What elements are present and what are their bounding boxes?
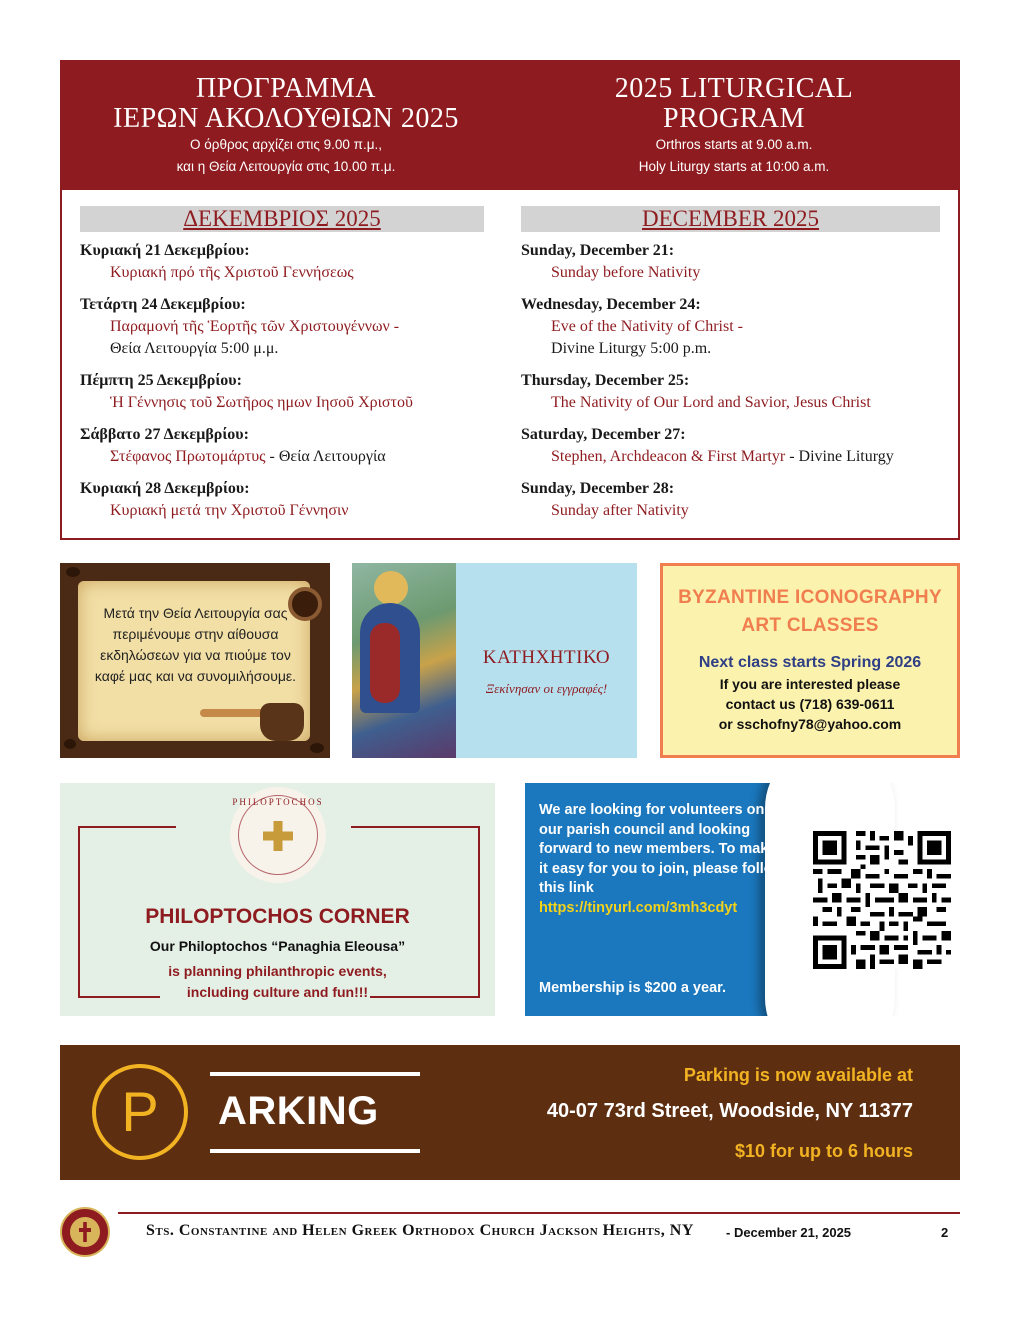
schedule-entry xyxy=(80,370,484,414)
english-title-line-1: 2025 LITURGICAL xyxy=(614,73,854,104)
parking-line-1: Parking is now available at xyxy=(683,1065,913,1085)
volunteer-message: We are looking for volunteers on our parish council and looking forward to new members. To make it easy for you to join, please follow this link xyxy=(539,802,784,896)
coffee-pot-icon xyxy=(260,703,304,741)
halo-icon xyxy=(374,571,408,605)
philoptochos-title: PHILOPTOCHOS CORNER xyxy=(145,905,410,928)
entry-date: Κυριακή 28 Δεκεμβρίου: xyxy=(80,480,250,497)
parking-icon xyxy=(92,1064,188,1160)
philoptochos-line-1: Our Philoptochos “Panaghia Eleousa” xyxy=(149,938,406,954)
program-body xyxy=(62,190,958,532)
entry-date: Τετάρτη 24 Δεκεμβρίου: xyxy=(80,296,246,313)
philoptochos-corner xyxy=(60,783,495,1016)
greek-title-line-1: ΠΡΟΓΡΑΜΜΑ xyxy=(196,73,376,104)
parking-banner xyxy=(60,1045,960,1180)
schedule-entry xyxy=(80,424,484,468)
volunteer-link[interactable]: https://tinyurl.com/3mh3cdyt xyxy=(539,899,738,916)
entry-date: Κυριακή 21 Δεκεμβρίου: xyxy=(80,242,250,259)
entry-time: Θεία Λειτουργία 5:00 μ.μ. xyxy=(110,340,279,357)
entry-event: Κυριακή μετά την Χριστοῦ Γέννησιν xyxy=(110,502,349,519)
philoptochos-line-3: including culture and fun!!! xyxy=(186,984,369,1000)
schedule-entry xyxy=(80,478,484,522)
schedule-entry xyxy=(521,240,940,284)
qr-code-icon[interactable] xyxy=(813,831,951,969)
footer-date: - December 21, 2025 xyxy=(726,1225,852,1240)
entry-time: Divine Liturgy 5:00 p.m. xyxy=(551,340,712,357)
iconography-title-line-1: BYZANTINE ICONOGRAPHY xyxy=(678,587,942,608)
iconography-contact-line-3[interactable]: or sschofny78@yahoo.com xyxy=(718,716,902,732)
page-number: 2 xyxy=(941,1225,949,1240)
coffee-bean-decoration xyxy=(66,567,80,577)
briki-handle-icon xyxy=(200,709,266,717)
schedule-entry xyxy=(521,424,940,468)
entry-date: Wednesday, December 24: xyxy=(521,296,701,313)
greek-subtitle-line-1: Ο όρθρος αρχίζει στις 9.00 π.μ., xyxy=(190,137,382,152)
iconography-contact-line-1: If you are interested please xyxy=(719,676,901,692)
top-rule xyxy=(210,1072,420,1076)
liturgical-program xyxy=(60,60,960,540)
entry-event: Κυριακή πρό τῆς Χριστοῦ Γεννήσεως xyxy=(110,264,354,281)
schedule-entry xyxy=(521,370,940,414)
schedule-entry xyxy=(80,294,484,360)
greek-title-line-2: ΙΕΡΩΝ ΑΚΟΛΟΥΘΙΩΝ 2025 xyxy=(113,103,459,134)
entry-event-tail: - Θεία Λειτουργία xyxy=(265,448,386,465)
footer-rule xyxy=(118,1212,960,1214)
english-subtitle-line-1: Orthros starts at 9.00 a.m. xyxy=(655,137,813,152)
parking-letter: P xyxy=(121,1080,159,1143)
entry-event: Παραμονή τῆς Ἑορτῆς τῶν Χριστουγέννων - xyxy=(110,318,400,335)
greek-header xyxy=(62,62,510,190)
parking-word: ARKING xyxy=(218,1089,379,1133)
philoptochos-line-2: is planning philanthropic events, xyxy=(168,963,387,979)
entry-date: Σάββατο 27 Δεκεμβρίου: xyxy=(80,426,249,443)
english-title-line-2: PROGRAM xyxy=(663,103,805,134)
parking-price: $10 for up to 6 hours xyxy=(734,1141,913,1161)
christ-with-children-icon xyxy=(352,563,456,758)
entry-event: Sunday after Nativity xyxy=(551,502,689,519)
schedule-entry xyxy=(521,294,940,360)
catechism-notice xyxy=(352,563,637,758)
english-schedule xyxy=(521,206,940,532)
entry-date: Sunday, December 21: xyxy=(521,242,675,259)
entry-date: Thursday, December 25: xyxy=(521,372,690,389)
entry-event-tail: - Divine Liturgy xyxy=(785,448,894,465)
iconography-title-line-2: ART CLASSES xyxy=(741,615,879,636)
iconography-contact-line-2: contact us (718) 639-0611 xyxy=(725,696,895,712)
entry-event xyxy=(521,446,940,468)
english-header xyxy=(510,62,958,190)
entry-event-name: Stephen, Archdeacon & First Martyr xyxy=(551,448,786,465)
catechism-title: ΚΑΤΗΧΗΤΙΚΟ xyxy=(482,647,611,668)
logo-text: PHILOPTOCHOS xyxy=(232,797,324,807)
entry-date: Πέμπτη 25 Δεκεμβρίου: xyxy=(80,372,242,389)
entry-event: Sunday before Nativity xyxy=(551,264,701,281)
philoptochos-logo xyxy=(230,787,326,883)
coffee-cup-icon xyxy=(288,587,322,621)
coffee-bean-decoration xyxy=(64,739,76,749)
english-subtitle-line-2: Holy Liturgy starts at 10:00 a.m. xyxy=(638,159,830,174)
volunteer-notice xyxy=(525,783,960,1016)
volunteer-text xyxy=(539,801,789,918)
robe-shape xyxy=(370,623,400,703)
iconography-next-class: Next class starts Spring 2026 xyxy=(698,654,922,671)
church-seal-icon xyxy=(60,1207,110,1257)
greek-month-heading: ΔΕΚΕΜΒΡΙΟΣ 2025 xyxy=(80,206,484,232)
bottom-rule xyxy=(210,1149,420,1153)
entry-date: Saturday, December 27: xyxy=(521,426,686,443)
footer-church-name: Sts. Constantine and Helen Greek Orthodox Church Jackson Heights, NY xyxy=(146,1222,694,1239)
coffee-hour-notice xyxy=(60,563,330,758)
entry-event: Ἡ Γέννησις τοῦ Σωτῆρος ημων Ιησοῦ Χριστοῦ xyxy=(110,394,413,411)
iconography-classes-notice xyxy=(660,563,960,758)
english-month-heading: DECEMBER 2025 xyxy=(521,206,940,232)
entry-event-name: Στέφανος Πρωτομάρτυς xyxy=(110,448,266,465)
membership-fee: Membership is $200 a year. xyxy=(539,980,726,996)
schedule-entry xyxy=(521,478,940,522)
entry-event: Eve of the Nativity of Christ - xyxy=(551,318,743,335)
program-header xyxy=(62,62,958,190)
schedule-entry xyxy=(80,240,484,284)
parking-address: 40-07 73rd Street, Woodside, NY 11377 xyxy=(546,1100,913,1122)
coffee-bean-decoration xyxy=(310,743,324,753)
catechism-subtitle: Ξεκίνησαν οι εγγραφές! xyxy=(485,681,608,696)
greek-schedule xyxy=(80,206,484,532)
greek-subtitle-line-2: και η Θεία Λειτουργία στις 10.00 π.μ. xyxy=(176,159,396,174)
entry-event xyxy=(80,446,484,468)
entry-date: Sunday, December 28: xyxy=(521,480,675,497)
coffee-hour-text: Μετά την Θεία Λειτουργία σας περιμένουμε στην αίθουσα εκδηλώσεων για να πιούμε τον καφέ μας και να συνομιλήσουμε. xyxy=(94,605,297,684)
entry-event: The Nativity of Our Lord and Savior, Jesus Christ xyxy=(551,394,871,411)
